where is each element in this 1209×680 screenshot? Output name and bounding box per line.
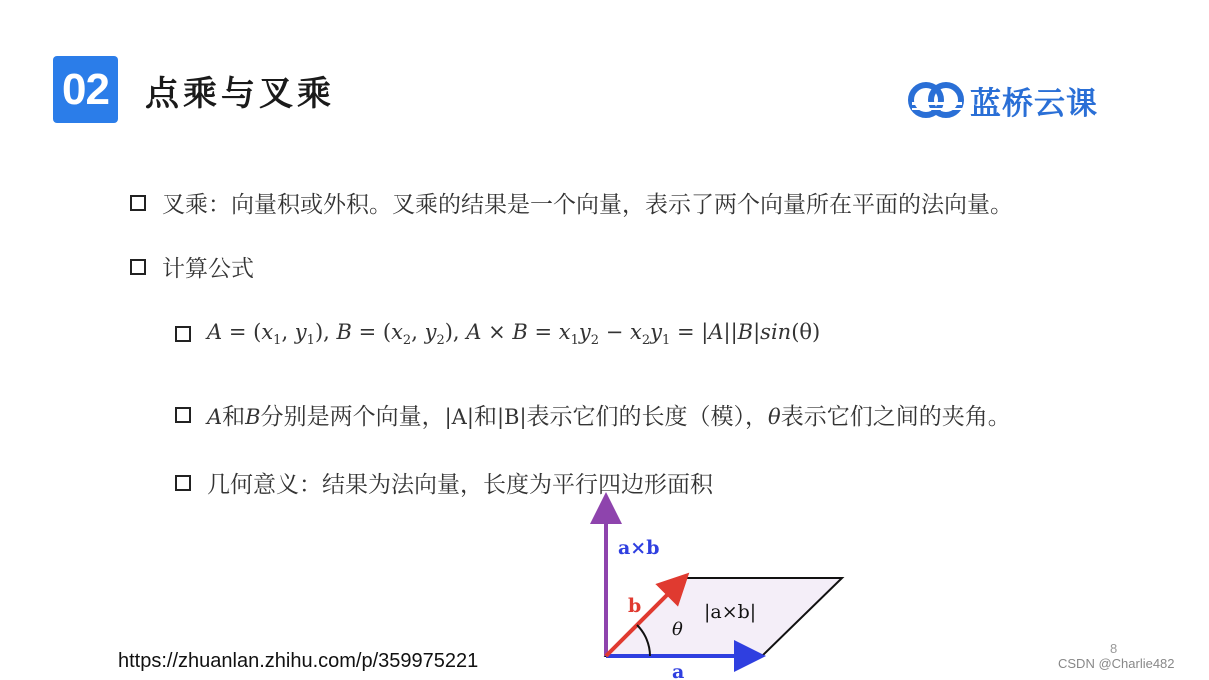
a-label: a (672, 661, 685, 680)
checkbox-bullet-icon (175, 326, 191, 342)
checkbox-bullet-icon (175, 475, 191, 491)
brand-logo (908, 78, 1098, 122)
bullet-text: 几何意义：结果为法向量，长度为平行四边形面积 (207, 472, 713, 498)
checkbox-bullet-icon (175, 407, 191, 423)
bullet-cross-definition (130, 186, 1013, 219)
checkbox-bullet-icon (130, 195, 146, 211)
area-label: |a×b| (704, 601, 757, 623)
bullet-text: A和B分别是两个向量，|A|和|B|表示它们的长度（模），θ表示它们之间的夹角。 (207, 404, 1011, 430)
cross-product-formula: $A = (x_1$, $y_1$), $B = (x_2$, $y_2$), $A \times B = x_1y_2 - x_2y_1 = |A||B|\sin(\theta)$ (207, 320, 821, 349)
csdn-watermark: CSDN @Charlie482 (1058, 656, 1175, 671)
bullet-formula-heading (130, 250, 254, 283)
b-label: b (628, 595, 642, 617)
page-title: 点乘与叉乘 (145, 74, 335, 114)
source-url: https://zhuanlan.zhihu.com/p/359975221 (118, 650, 479, 672)
section-number-badge: 02 (53, 56, 118, 123)
checkbox-bullet-icon (130, 259, 146, 275)
bullet-variable-explanation (175, 398, 1011, 431)
axb-label: a×b (618, 537, 660, 559)
page-number: 8 (1110, 641, 1118, 656)
brand-name: 蓝桥云课 (970, 85, 1098, 122)
lanqiao-logo-icon (908, 80, 966, 120)
bullet-cross-formula (175, 320, 820, 348)
bullet-text: 叉乘：向量积或外积。叉乘的结果是一个向量，表示了两个向量所在平面的法向量。 (162, 192, 1013, 218)
theta-label: θ (672, 619, 683, 640)
bullet-text: 计算公式 (162, 256, 254, 282)
cross-product-diagram (590, 468, 850, 680)
